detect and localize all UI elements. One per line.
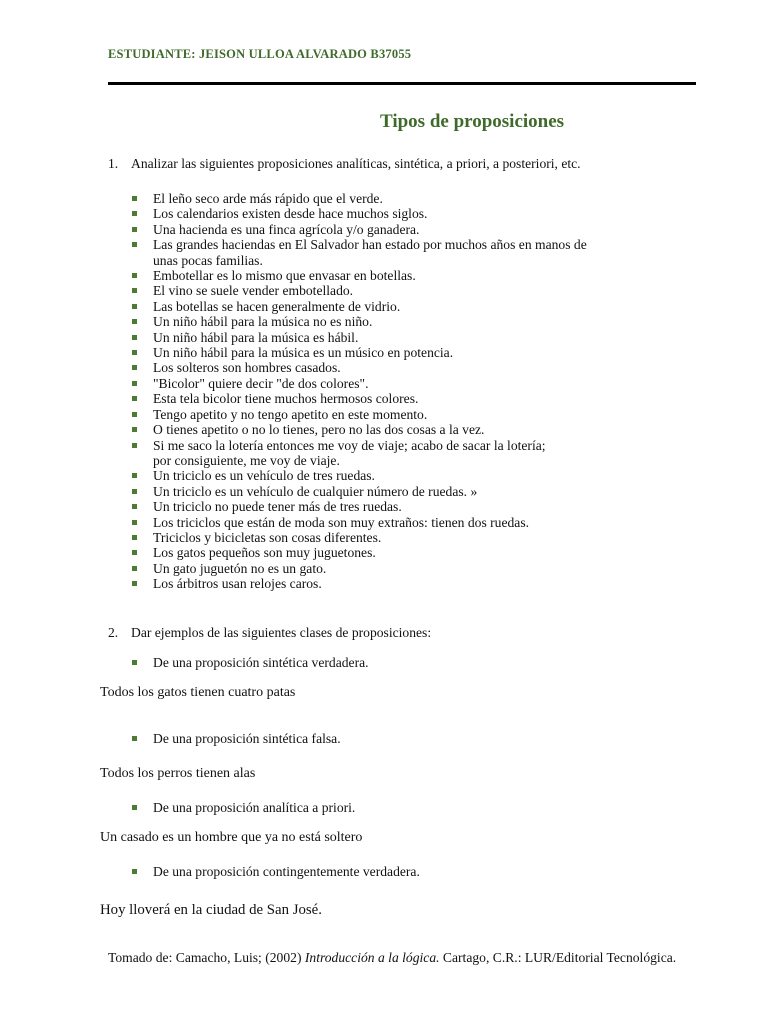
list-item: El vino se suele vender embotellado. [130,283,670,298]
list-item: Un triciclo es un vehículo de cualquier número de ruedas. » [130,484,670,499]
student-header: ESTUDIANTE: JEISON ULLOA ALVARADO B37055 [108,47,412,61]
header-divider [108,82,696,85]
bullet-square-icon [132,304,137,309]
prompt-label: De una proposición sintética falsa. [153,731,341,746]
bullet-square-icon [132,381,137,386]
bullet-square-icon [132,869,137,874]
bullet-square-icon [132,319,137,324]
bullet-square-icon [132,473,137,478]
list-item: Esta tela bicolor tiene muchos hermosos colores. [130,391,670,406]
bullet-square-icon [132,242,137,247]
citation-prefix: Tomado de: Camacho, Luis; (2002) [108,950,305,965]
prompt-item [130,655,690,671]
bullet-square-icon [132,273,137,278]
bullet-square-icon [132,489,137,494]
page-title: Tipos de proposiciones [380,111,565,132]
citation [108,950,692,966]
list-item: Tengo apetito y no tengo apetito en este momento. [130,407,670,422]
citation-book-title: Introducción a la lógica. [304,950,440,965]
bullet-square-icon [132,443,137,448]
bullet-square-icon [132,535,137,540]
list-item: El leño seco arde más rápido que el verde. [130,191,670,206]
bullet-square-icon [132,211,137,216]
list-item: Los solteros son hombres casados. [130,360,670,375]
list-item: Si me saco la lotería entonces me voy de viaje; acabo de sacar la lotería; por consiguiente, me voy de viaje. [130,438,670,469]
section-2-number: 2. [108,625,119,640]
list-item: Un triciclo es un vehículo de tres ruedas. [130,468,670,483]
bullet-square-icon [132,365,137,370]
list-item: Una hacienda es una finca agrícola y/o ganadera. [130,222,670,237]
list-item: Los calendarios existen desde hace muchos siglos. [130,206,670,221]
prompt-label: De una proposición analítica a priori. [153,800,356,815]
bullet-square-icon [132,396,137,401]
bullet-square-icon [132,427,137,432]
list-item: O tienes apetito o no lo tienes, pero no las dos cosas a la vez. [130,422,670,437]
list-item: Un niño hábil para la música es un músico en potencia. [130,345,670,360]
list-item: Un triciclo no puede tener más de tres ruedas. [130,499,670,514]
bullet-square-icon [132,566,137,571]
proposition-list [130,191,670,592]
bullet-square-icon [132,196,137,201]
bullet-square-icon [132,660,137,665]
bullet-square-icon [132,805,137,810]
section-2-heading [108,625,708,641]
prompt-label: De una proposición sintética verdadera. [153,655,369,670]
bullet-square-icon [132,504,137,509]
list-item: Un niño hábil para la música es hábil. [130,330,670,345]
bullet-square-icon [132,581,137,586]
list-item: Los triciclos que están de moda son muy extraños: tienen dos ruedas. [130,515,670,530]
list-item: "Bicolor" quiere decir "de dos colores". [130,376,670,391]
answer-text: Todos los gatos tienen cuatro patas [100,685,296,700]
section-1-number: 1. [108,156,119,171]
bullet-square-icon [132,736,137,741]
list-item: Los árbitros usan relojes caros. [130,576,670,591]
list-item: Los gatos pequeños son muy juguetones. [130,545,670,560]
bullet-square-icon [132,335,137,340]
list-item: Un niño hábil para la música no es niño. [130,314,670,329]
section-1-heading [108,156,708,172]
list-item: Las botellas se hacen generalmente de vidrio. [130,299,670,314]
list-item: Las grandes haciendas en El Salvador han estado por muchos años en manos de unas pocas familias. [130,237,670,268]
answer-text: Un casado es un hombre que ya no está soltero [100,830,363,845]
list-item: Triciclos y bicicletas son cosas diferentes. [130,530,670,545]
prompt-label: De una proposición contingentemente verdadera. [153,864,420,879]
section-1-text: Analizar las siguientes proposiciones analíticas, sintética, a priori, a posteriori, etc. [131,156,581,171]
prompt-item [130,864,690,880]
answer-text: Todos los perros tienen alas [100,766,256,781]
bullet-square-icon [132,288,137,293]
bullet-square-icon [132,412,137,417]
bullet-square-icon [132,550,137,555]
answer-text: Hoy lloverá en la ciudad de San José. [100,902,322,918]
prompt-item [130,731,690,747]
list-item: Un gato juguetón no es un gato. [130,561,670,576]
bullet-square-icon [132,350,137,355]
bullet-square-icon [132,520,137,525]
list-item: Embotellar es lo mismo que envasar en botellas. [130,268,670,283]
citation-suffix: Cartago, C.R.: LUR/Editorial Tecnológica. [439,950,677,965]
section-2-text: Dar ejemplos de las siguientes clases de proposiciones: [131,625,432,640]
prompt-item [130,800,690,816]
bullet-square-icon [132,227,137,232]
